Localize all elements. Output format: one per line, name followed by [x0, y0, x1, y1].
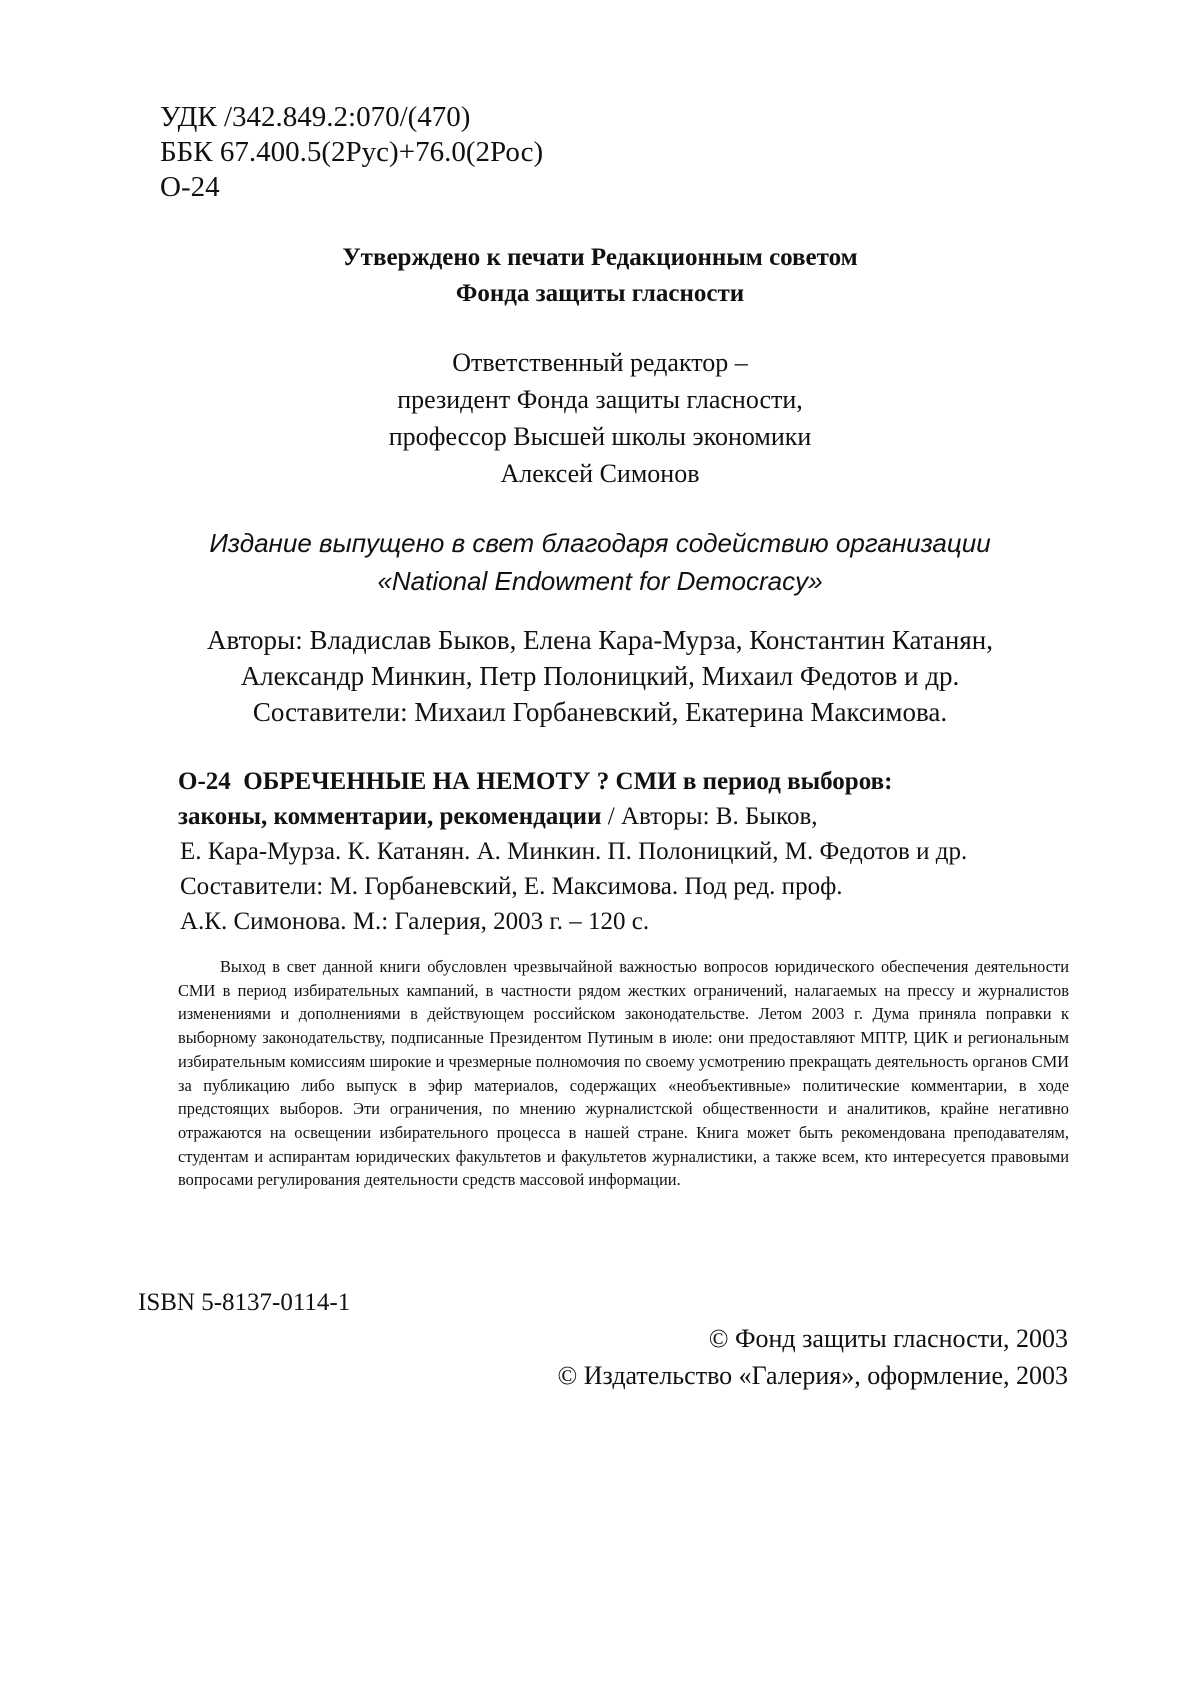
authors-line: Александр Минкин, Петр Полоницкий, Михаил Федотов и др. — [240, 661, 960, 691]
entry-code: О-24 — [178, 768, 231, 795]
entry-subtitle: законы, комментарии, рекомендации — [178, 803, 602, 830]
entry-line: Е. Кара-Мурза. К. Катанян. А. Минкин. П. Полоницкий, М. Федотов и др. — [180, 838, 968, 865]
sponsor-organization: «National Endowment for Democracy» — [377, 566, 823, 596]
responsible-editor — [0, 344, 1200, 492]
abstract-paragraph: Выход в свет данной книги обусловлен чрезвычайной важностью вопросов юридического обеспечения деятельности СМИ в период избирательных кампаний, в частности рядом жестких ограничений, налагаемых на прессу и журналистов изменениями и дополнениями в действующем российском законодательстве. Летом 2003 г. Дума приняла поправки к выборному законодательству, подписанные Президентом Путиным в июле: они предоставляют МПТР, ЦИК и региональным избирательным комиссиям широкие и чрезмерные полномочия по своему усмотрению прекращать деятельность органов СМИ за публикацию либо выпуск в эфир материалов, содержащих «необъективные» политические комментарии, в ходе предстоящих выборов. Эти ограничения, по мнению журналистской общественности и аналитиков, крайне негативно отражаются на освещении избирательного процесса в нашей стране. Книга может быть рекомендована преподавателям, студентам и аспирантам юридических факультетов и факультетов журналистики, а также всем, кто интересуется правовыми вопросами регулирования деятельности средств массовой информации. — [178, 957, 1069, 1190]
copyright-block — [558, 1320, 1069, 1394]
entry-title: ОБРЕЧЕННЫЕ НА НЕМОТУ ? СМИ в период выборов: — [243, 768, 893, 795]
copyright-line: © Фонд защиты гласности, 2003 — [708, 1324, 1068, 1353]
udk-code: УДК /342.849.2:070/(470) — [160, 101, 471, 133]
sponsor-note — [0, 524, 1200, 600]
bbk-code: ББК 67.400.5(2Рус)+76.0(2Рос) — [160, 136, 544, 168]
authors-line: Авторы: Владислав Быков, Елена Кара-Мурза, Константин Катанян, — [207, 625, 993, 655]
editor-name: Алексей Симонов — [500, 459, 700, 488]
editor-line: Ответственный редактор – — [452, 348, 748, 377]
approval-line: Утверждено к печати Редакционным советом — [342, 244, 858, 271]
copyright-line: © Издательство «Галерия», оформление, 2003 — [557, 1361, 1068, 1390]
entry-line: Составители: М. Горбаневский, Е. Максимова. Под ред. проф. — [180, 873, 843, 900]
approval-line: Фонда защиты гласности — [455, 280, 745, 307]
classification-codes — [160, 100, 543, 205]
authors-block — [0, 622, 1200, 730]
approval-statement — [0, 240, 1200, 312]
author-mark: О-24 — [160, 171, 220, 203]
entry-title-line — [178, 764, 1078, 799]
compilers-line: Составители: Михаил Горбаневский, Екатерина Максимова. — [252, 697, 948, 727]
bibliographic-entry — [178, 764, 1078, 939]
sponsor-line: Издание выпущено в свет благодаря содействию организации — [209, 528, 991, 558]
entry-authors-start: / Авторы: В. Быков, — [601, 803, 818, 830]
editor-line: профессор Высшей школы экономики — [388, 422, 812, 451]
entry-subtitle-line — [178, 799, 1078, 834]
editor-line: президент Фонда защиты гласности, — [397, 385, 803, 414]
isbn: ISBN 5-8137-0114-1 — [138, 1289, 351, 1316]
entry-line: А.К. Симонова. М.: Галерия, 2003 г. – 120 с. — [180, 908, 650, 935]
